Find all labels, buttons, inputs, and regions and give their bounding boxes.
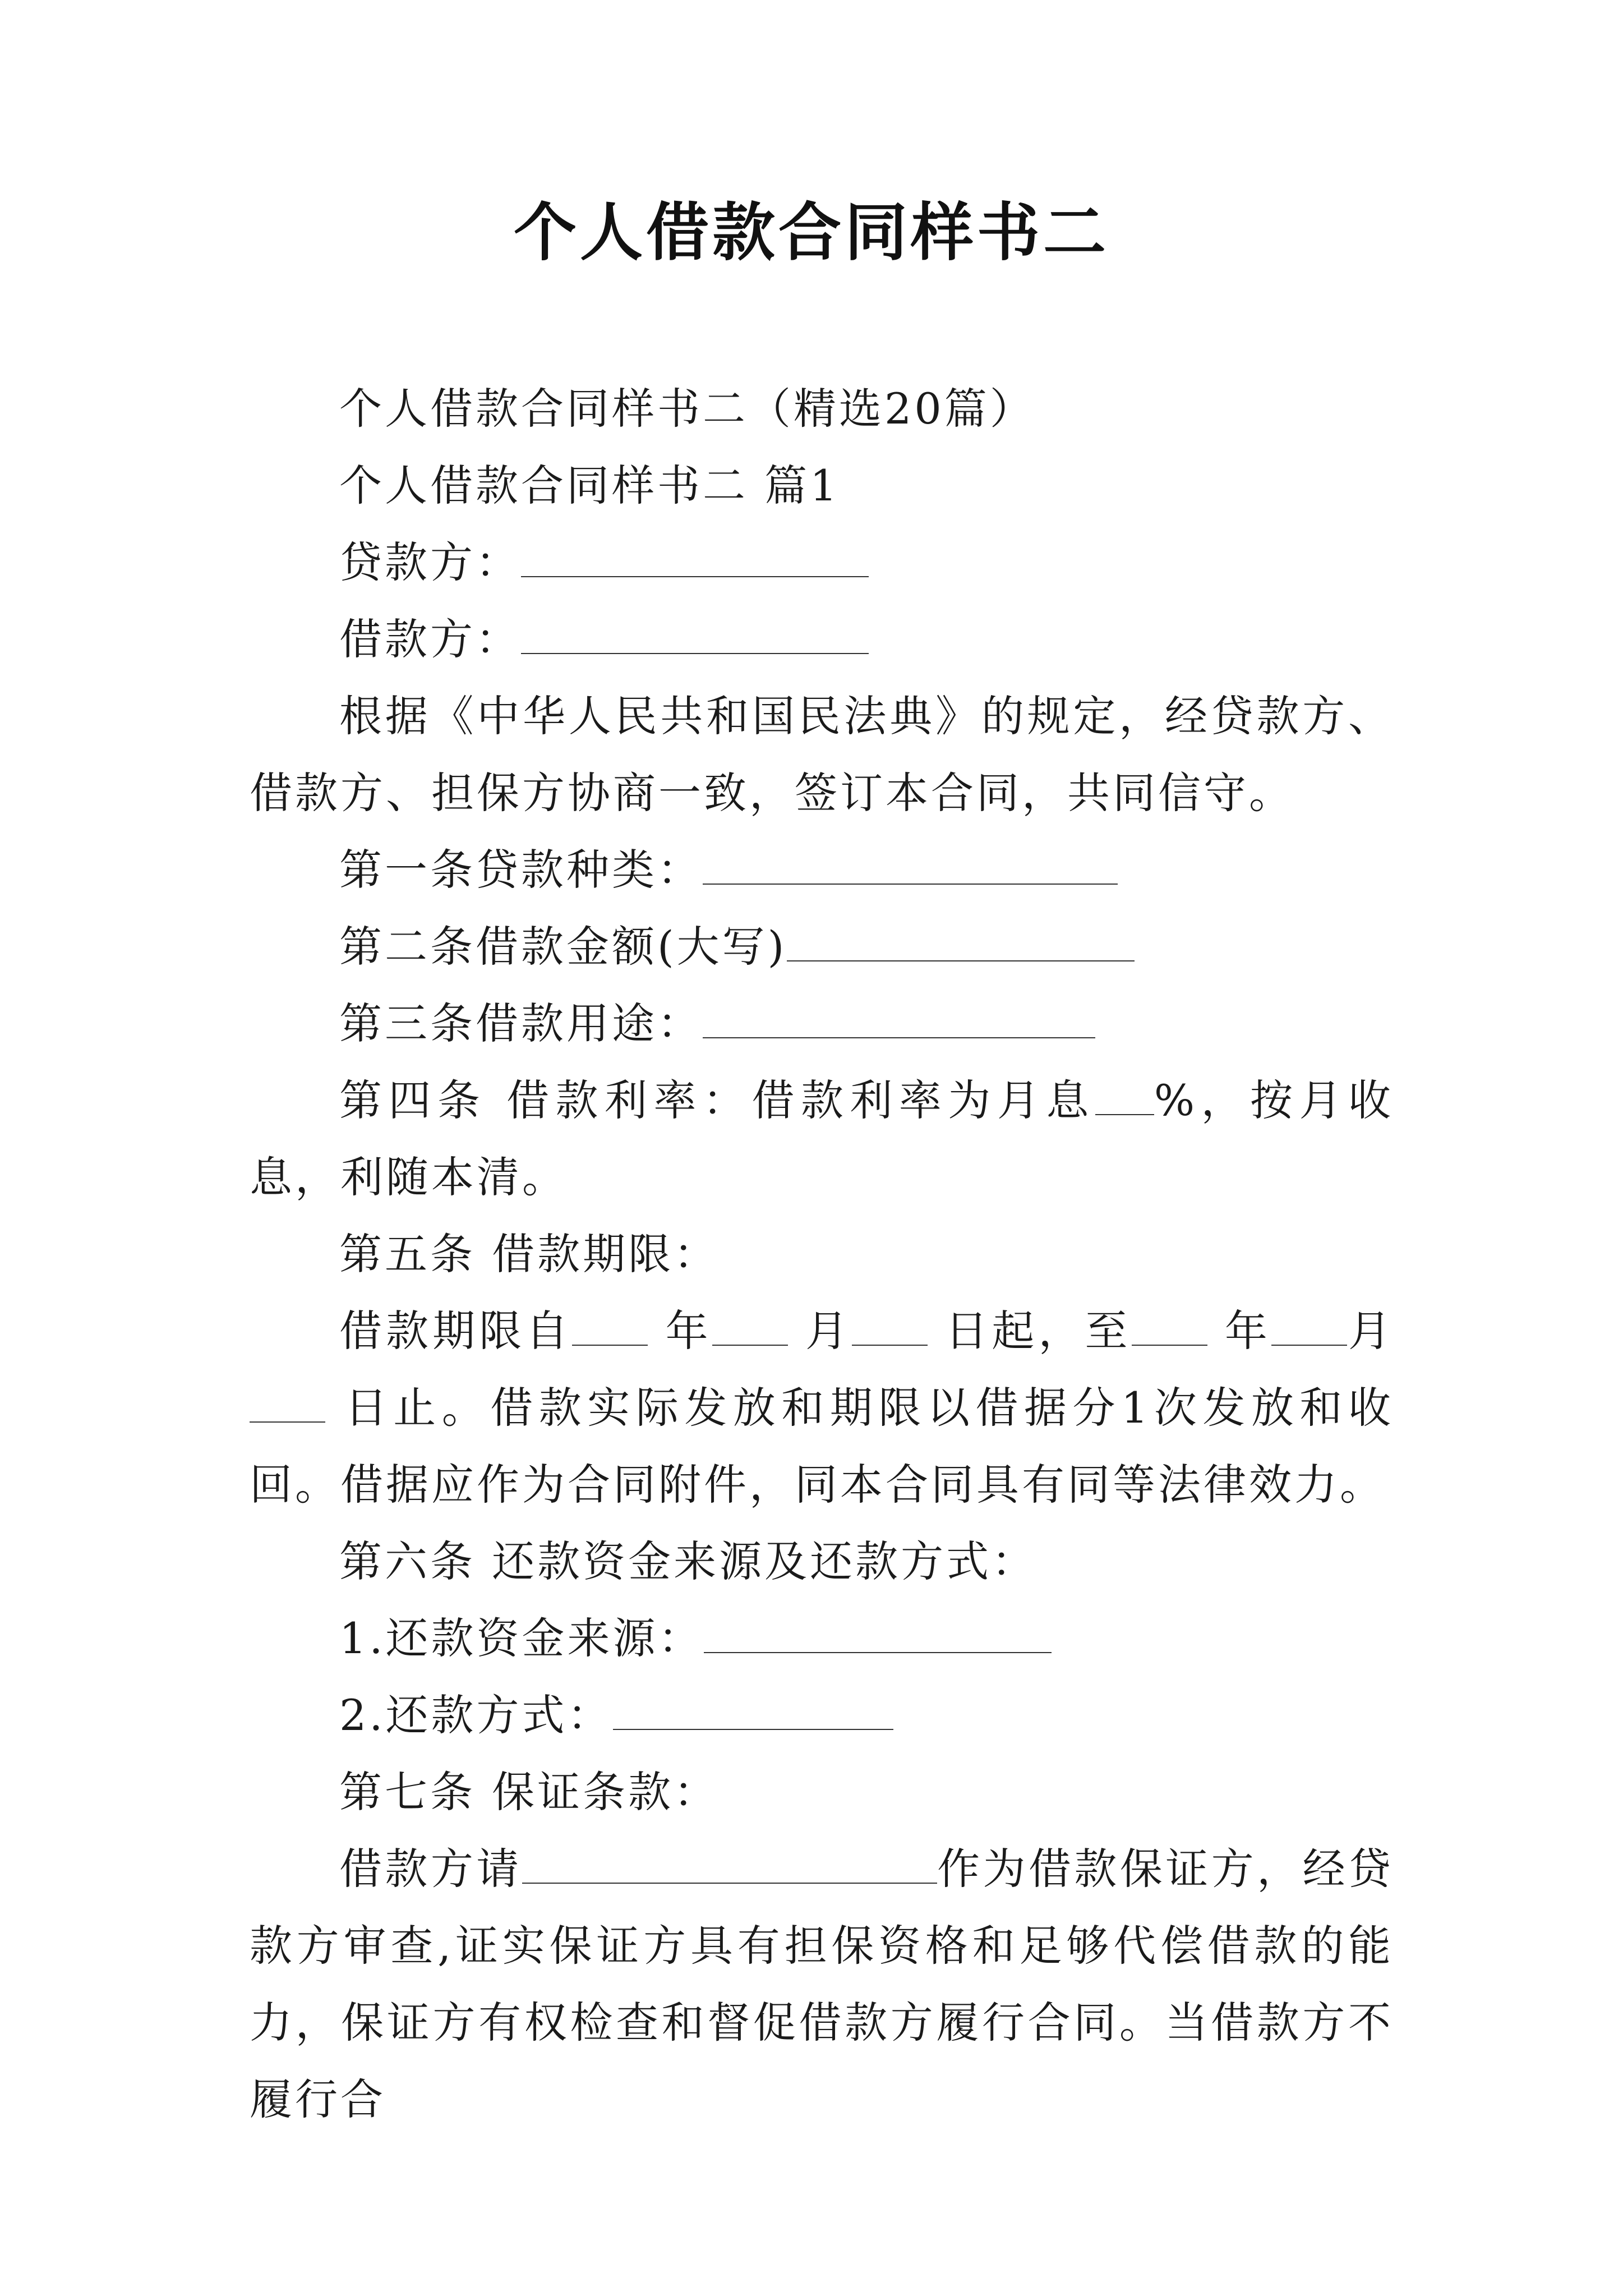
repay-method-label: 2.还款方式： — [339, 1690, 613, 1740]
lender-label: 贷款方： — [339, 537, 521, 587]
term-prefix: 借款期限自 — [339, 1306, 573, 1356]
article-3-text: 第三条借款用途： — [339, 999, 703, 1048]
month-label-2: 月 — [1347, 1306, 1394, 1356]
article-6: 第六条 还款资金来源及还款方式： — [339, 1536, 1038, 1586]
end-day-blank — [250, 1388, 325, 1423]
loan-term-paragraph — [250, 1292, 1394, 1523]
article-2-text: 第二条借款金额(大写) — [339, 922, 787, 972]
article-5: 第五条 借款期限： — [339, 1229, 720, 1279]
article-4-text-b: %，按月收息，利随本清。 — [250, 1075, 1394, 1202]
article-1-text: 第一条贷款种类： — [339, 845, 703, 895]
article-7: 第七条 保证条款： — [339, 1767, 720, 1817]
month-label: 月 — [805, 1306, 852, 1356]
borrower-label: 借款方： — [339, 614, 521, 664]
repay-method-blank — [613, 1695, 893, 1730]
year-label: 年 — [665, 1306, 712, 1356]
guarantor-blank — [522, 1849, 937, 1884]
article-3-blank — [703, 1004, 1095, 1038]
subtitle: 个人借款合同样书二（精选20篇） — [339, 384, 1035, 434]
article-4-text-a: 第四条 借款利率：借款利率为月息 — [339, 1075, 1095, 1125]
article-1 — [250, 831, 1394, 908]
article-3 — [250, 985, 1394, 1062]
article-4 — [250, 1062, 1394, 1216]
article-2-blank — [787, 927, 1135, 961]
year-label-2: 年 — [1224, 1306, 1271, 1356]
day-to-text: 日止。借款实际发放和期限以借据分1次发放和收回。借据应作为合同附件，同本合同具有同等法律效力。 — [250, 1383, 1394, 1510]
repay-source-label: 1.还款资金来源： — [339, 1613, 704, 1663]
document-title: 个人借款合同样书二 — [514, 196, 1109, 269]
lender-blank — [521, 542, 869, 577]
repay-source-blank — [704, 1618, 1052, 1653]
borrower-blank — [521, 619, 869, 654]
end-year-blank — [1132, 1311, 1207, 1346]
start-month-blank — [712, 1311, 788, 1346]
repay-method-line — [250, 1677, 1394, 1754]
guarantee-prefix: 借款方请 — [339, 1844, 522, 1894]
article-1-blank — [703, 850, 1118, 885]
guarantee-paragraph — [250, 1830, 1394, 2138]
end-month-blank — [1271, 1311, 1347, 1346]
section-heading: 个人借款合同样书二 篇1 — [339, 461, 840, 510]
preamble: 根据《中华人民共和国民法典》的规定，经贷款方、借款方、担保方协商一致，签订本合同，共同信守。 — [250, 691, 1394, 818]
borrower-line — [250, 601, 1394, 678]
start-day-blank — [852, 1311, 928, 1346]
repay-source-line — [250, 1600, 1394, 1677]
interest-rate-blank — [1095, 1080, 1154, 1115]
lender-line — [250, 524, 1394, 601]
start-year-blank — [572, 1311, 648, 1346]
document-body — [250, 370, 1394, 2138]
article-2 — [250, 908, 1394, 985]
guarantee-text: 作为借款保证方，经贷款方审查,证实保证方具有担保资格和足够代偿借款的能力，保证方有权检查和督促借款方履行合同。当借款方不履行合 — [250, 1844, 1394, 2124]
day-from-text: 日起，至 — [945, 1306, 1132, 1356]
